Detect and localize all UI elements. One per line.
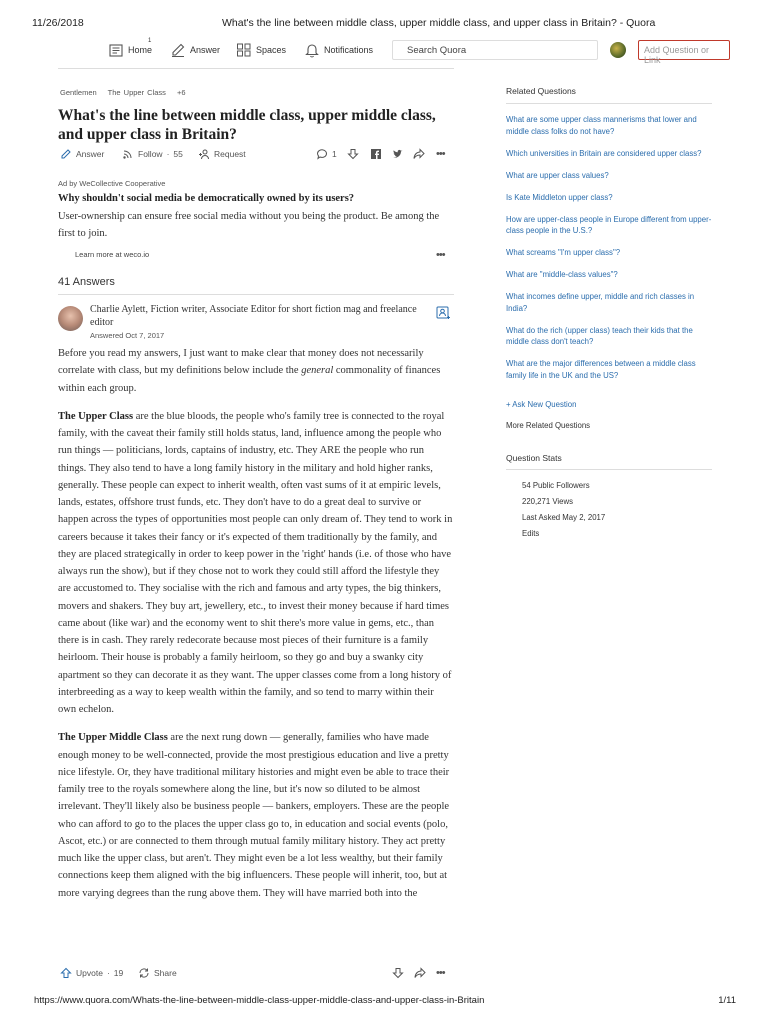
topic-more[interactable]: +6 (177, 88, 186, 97)
related-question-link[interactable]: What are some upper class mannerisms that lower and middle class folks do not have? (506, 115, 697, 136)
related-question-link[interactable]: Is Kate Middleton upper class? (506, 192, 613, 202)
related-question-link[interactable]: Which universities in Britain are considered upper class? (506, 148, 702, 158)
answers-count: 41 Answers (58, 276, 115, 288)
answer-more-options-button[interactable]: ••• (436, 967, 445, 979)
related-question-link[interactable]: What do the rich (upper class) teach their kids that the middle class don't teach? (506, 325, 693, 346)
related-question-link[interactable]: What incomes define upper, middle and rich classes in India? (506, 292, 695, 313)
sidebar-divider (506, 469, 712, 470)
share-label: Share (154, 968, 177, 978)
add-question-button[interactable]: Add Question or Link (638, 40, 730, 60)
share-icon (138, 967, 150, 979)
nav-spaces[interactable] (236, 42, 286, 58)
pencil-icon (170, 42, 186, 58)
pencil-icon (60, 148, 72, 160)
stat-followers[interactable]: 54 Public Followers (522, 481, 590, 490)
upvote-icon (60, 967, 72, 979)
nav-spaces-label: Spaces (256, 45, 287, 55)
answer-emphasis: general (301, 365, 334, 377)
search-input[interactable]: Search Quora (392, 40, 598, 60)
follow-label: Follow (138, 149, 163, 159)
question-title: What's the line between middle class, upper middle class, and upper class in Britain? (58, 107, 436, 143)
upvote-separator: · (106, 968, 110, 978)
avatar[interactable] (610, 42, 626, 58)
follow-author-icon[interactable] (436, 306, 450, 320)
print-title: What's the line between middle class, upper middle class, and upper class in Britain? - Quora (222, 17, 656, 29)
upvote-button[interactable] (60, 967, 123, 979)
more-related-questions-link[interactable]: More Related Questions (506, 421, 591, 430)
answer-button[interactable] (60, 148, 104, 160)
answer-label: Answer (76, 149, 105, 159)
comment-count: 1 (332, 149, 337, 159)
nav-home-label: Home (128, 45, 153, 55)
request-icon (198, 148, 210, 160)
related-questions-heading: Related Questions (506, 86, 576, 96)
print-page-number: 1/11 (718, 995, 736, 1006)
answer-text: commonality of finances within each group. (58, 365, 441, 394)
stat-edits[interactable]: Edits (522, 529, 540, 538)
related-question-link[interactable]: What screams "I'm upper class"? (506, 248, 621, 257)
related-question-link[interactable]: What are "middle-class values"? (506, 270, 618, 279)
more-options-button[interactable]: ••• (436, 148, 445, 160)
rss-icon (122, 148, 134, 160)
answer-share-button[interactable] (138, 967, 177, 979)
facebook-icon (370, 148, 382, 160)
ad-body: User-ownership can ensure free social media without you being the product. Be among the first to join. (58, 211, 440, 239)
bell-icon (304, 42, 320, 58)
nav-notifications[interactable] (304, 42, 373, 58)
follow-separator: · (166, 149, 170, 159)
ad-more-options-button[interactable]: ••• (436, 249, 445, 261)
downvote-button[interactable] (347, 148, 359, 160)
upvote-label: Upvote (76, 968, 103, 978)
answer-text: Before you read my answers, I just want to make clear that money does not necessarily correlate with class, but my definitions below include the (58, 348, 424, 377)
follow-button[interactable] (122, 148, 183, 160)
author-avatar[interactable] (58, 306, 83, 331)
answer-paragraph (58, 729, 454, 902)
answer-paragraph (58, 408, 454, 719)
spaces-icon (236, 42, 252, 58)
stat-views: 220,271 Views (522, 497, 574, 506)
question-stats-heading: Question Stats (506, 453, 562, 463)
related-questions-list (506, 114, 714, 392)
share-arrow-icon (413, 148, 425, 160)
upvote-count: 19 (113, 968, 124, 978)
sidebar-divider (506, 103, 712, 104)
answered-date[interactable]: Answered Oct 7, 2017 (90, 331, 165, 340)
stat-last-asked: Last Asked May 2, 2017 (522, 513, 606, 522)
downvote-icon (392, 967, 404, 979)
answer-text: are the blue bloods, the people who's family tree is connected to the royal family, with the caveat their family still holds status, land, influence among the people who run things — politicians, lords, captains of industry, etc. They ARE the people who run things. They also tend to have a long family history in the military and hold higher ranks, generally. These people can expect to inherit wealth, often vast sums of it at empiric levels, lands, estates, offshore trust funds, etc. They don't have to do a great deal to survive or happen across the types of opportunities most people can only dream of. They tend to work in careers because it takes their fancy or it's expected of them traditionally by the family, and they are placed strategically in order to keep power in the 'right' hands (i.e. of those who have always run the show), but if they chose not to work they could still afford the lifestyle they are accustomed to. They socialise with the rich and famous and arty types, the big thinkers, movers and shakers. They buy art, jewellery, etc., to invest their money because if hard times came about (like war) and the economy went to shit there's more value in gems, etc., than there is in cash. They rarely redecorate because most pieces of their furniture is a family heirloom. Their house is probably a family heirloom, so they go and buy a swanky city apartment so they can decorate it as they want. The upper classes come from a long history of interbreeding as a way to keep wealth within the family, and so tend to marry within their own echelon. (58, 410, 453, 715)
print-date: 11/26/2018 (32, 17, 84, 29)
downvote-icon (347, 148, 359, 160)
facebook-share-button[interactable] (370, 148, 382, 160)
ad-link[interactable]: Learn more at weco.io (75, 250, 150, 259)
related-question-link[interactable]: How are upper-class people in Europe different from upper-class people in the U.S.? (506, 214, 712, 235)
answer-downvote-button[interactable] (392, 967, 404, 979)
ad-title[interactable]: Why shouldn't social media be democratically owned by its users? (58, 193, 355, 204)
answer-text: are the next rung down — generally, families who have made enough money to be well-connected, provide the most prestigious education and live a pretty nice lifestyle. Or, they have traditional military histories and might even be able to trace their family tree to the royals somewhere along the line, but it's now so diluted to be almost irrelevant. They'll likely also be business people — bankers, employers. These are the people who can afford to go to the places the upper class go to, in education and social events (polo, Ascot, etc.) or are connected to them through mutual family military history. They act pretty much like the upper class, but aren't. They might even be a lot less wealthy, but their family connections keep them aligned with the big influencers. These people will inherit, too, but at more varying degrees than the rung above them. They will have married both into the (58, 732, 450, 899)
request-button[interactable] (198, 148, 246, 160)
nav-answer[interactable] (170, 42, 220, 58)
nav-home[interactable] (108, 38, 153, 58)
ask-new-question-link[interactable]: + Ask New Question (506, 400, 577, 409)
answer-actions (60, 967, 452, 981)
print-url: https://www.quora.com/Whats-the-line-between-middle-class-upper-middle-class-and-upper-class-in-Britain (34, 995, 485, 1006)
share-arrow-icon (414, 967, 426, 979)
answer-paragraph (58, 345, 454, 397)
top-nav (108, 38, 710, 65)
comment-button[interactable] (316, 148, 337, 160)
answer-bold: The Upper Middle Class (58, 732, 168, 744)
follow-count: 55 (173, 149, 183, 159)
answers-divider (58, 294, 454, 295)
topic-tag[interactable]: The Upper Class (107, 88, 166, 97)
answer-share-arrow-button[interactable] (414, 967, 426, 979)
nav-notifications-label: Notifications (324, 45, 374, 55)
answer-body (58, 345, 454, 913)
question-actions (60, 148, 452, 164)
share-button[interactable] (413, 148, 425, 160)
nav-answer-label: Answer (190, 45, 221, 55)
home-badge: 1 (148, 38, 152, 44)
author-credential[interactable]: Charlie Aylett, Fiction writer, Associate Editor for short fiction mag and freelance editor (90, 304, 417, 328)
twitter-icon (392, 148, 404, 160)
twitter-share-button[interactable] (392, 148, 404, 160)
home-icon (108, 42, 124, 58)
answer-bold: The Upper Class (58, 410, 134, 422)
related-question-link[interactable]: What are the major differences between a middle class family life in the UK and the US? (506, 359, 696, 380)
comment-icon (316, 148, 328, 160)
ad-label: Ad by WeCollective Cooperative (58, 179, 166, 188)
related-question-link[interactable]: What are upper class values? (506, 170, 609, 180)
topic-tag[interactable]: Gentlemen (60, 88, 97, 97)
request-label: Request (214, 149, 246, 159)
question-stats (522, 478, 605, 542)
topic-list (60, 88, 194, 97)
nav-divider (58, 68, 454, 69)
